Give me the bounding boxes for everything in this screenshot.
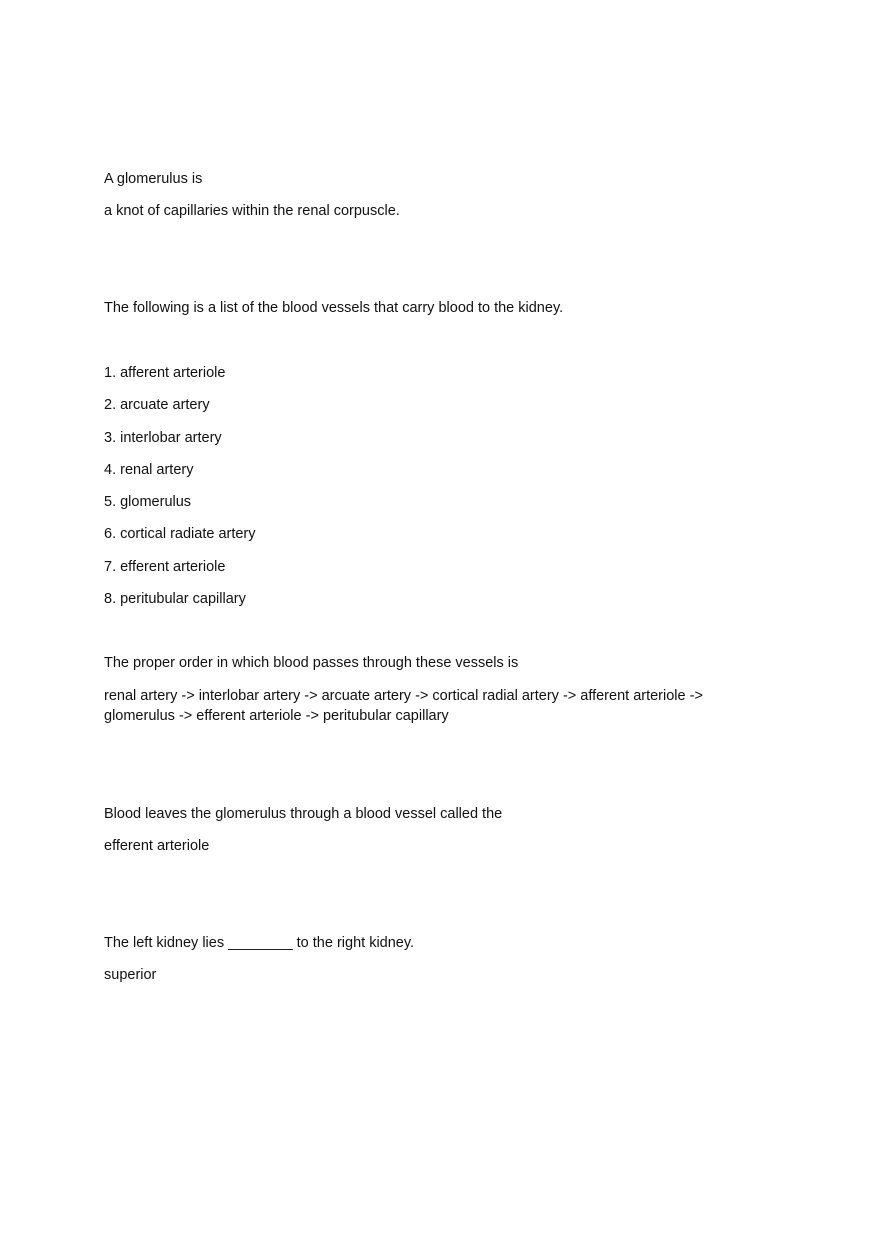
answer-glomerulus: a knot of capillaries within the renal corpuscle.: [104, 203, 400, 219]
answer-order-line-2: glomerulus -> efferent arteriole -> peritubular capillary: [104, 708, 449, 724]
question-leaves-glomerulus: Blood leaves the glomerulus through a blood vessel called the: [104, 806, 503, 822]
question-blood-vessels: The following is a list of the blood vessels that carry blood to the kidney.: [104, 300, 564, 316]
list-item: 4. renal artery: [104, 462, 194, 478]
list-item: 5. glomerulus: [104, 494, 192, 510]
list-item: 1. afferent arteriole: [104, 365, 226, 381]
question-left-kidney: The left kidney lies ________ to the right kidney.: [104, 935, 415, 951]
question-order-prompt: The proper order in which blood passes through these vessels is: [104, 655, 519, 671]
answer-leaves-glomerulus: efferent arteriole: [104, 838, 210, 854]
list-item: 8. peritubular capillary: [104, 591, 246, 607]
answer-order-line-1: renal artery -> interlobar artery -> arcuate artery -> cortical radial artery -> afferent arteriole ->: [104, 688, 703, 704]
question-glomerulus: A glomerulus is: [104, 171, 203, 187]
list-item: 6. cortical radiate artery: [104, 526, 256, 542]
answer-left-kidney: superior: [104, 967, 157, 983]
list-item: 3. interlobar artery: [104, 430, 222, 446]
list-item: 2. arcuate artery: [104, 397, 210, 413]
list-item: 7. efferent arteriole: [104, 559, 226, 575]
